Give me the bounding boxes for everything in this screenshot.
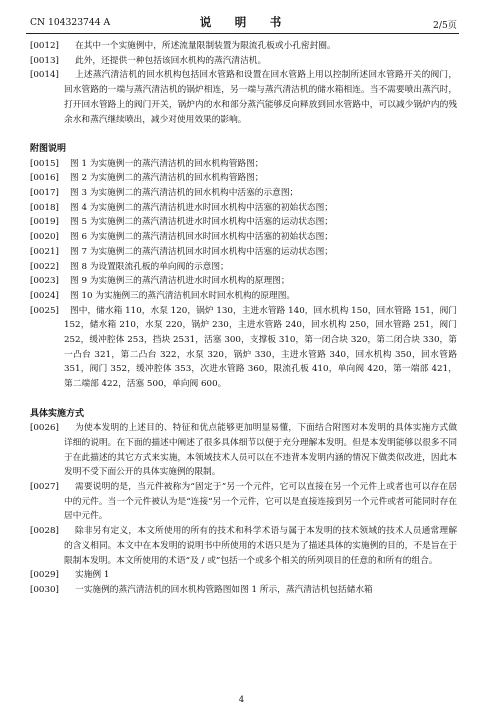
- paragraph: [30, 480, 457, 524]
- paragraph-text: 图 3 为实施例二的蒸汽清洁机的回水机构中活塞的示意图；: [70, 188, 299, 199]
- page-indicator: 2/5页: [433, 20, 457, 31]
- paragraph: [30, 583, 457, 598]
- paragraph: [30, 215, 457, 230]
- paragraph: [30, 568, 457, 583]
- paragraph: [30, 524, 457, 568]
- paragraph: [30, 289, 457, 304]
- paragraph-text: 图 1 为实施例一的蒸汽清洁机的回水机构管路图；: [70, 158, 264, 169]
- paragraph-number: [0021]: [30, 246, 59, 257]
- paragraph-number: [0016]: [30, 173, 59, 184]
- paragraph: [30, 39, 457, 54]
- paragraph-text: 一实施例的蒸汽清洁机的回水机构管路图如图 1 所示，蒸汽清洁机包括储水箱: [75, 584, 373, 595]
- paragraph-number: [0025]: [30, 305, 59, 316]
- paragraph: [30, 304, 457, 392]
- paragraph-text: 上述蒸汽清洁机的回水机构包括回水管路和设置在回水管路上用以控制所述回水管路开关的阀门，回水管路的一端与蒸汽清洁机的锅炉相连，另一端与蒸汽清洁机的储水箱相连。当不需要喷出蒸汽时，打开回水管路上的阀门开关，锅炉内的水和部分蒸汽能够反向释放到回水管路中，可以减少锅炉内的残余水和蒸汽继续喷出，减少对使用效果的影响。: [64, 70, 457, 125]
- paragraph: [30, 245, 457, 260]
- paragraph-text: 实施例 1: [75, 570, 110, 581]
- paragraphs-top: [30, 39, 457, 127]
- paragraph: [30, 54, 457, 69]
- paragraph-text: 图 8 为设置限流孔板的单向阀的示意图；: [70, 261, 229, 272]
- paragraph-number: [0028]: [30, 526, 59, 537]
- paragraph-number: [0029]: [30, 570, 59, 581]
- paragraph-number: [0018]: [30, 202, 59, 213]
- paragraph-number: [0017]: [30, 188, 59, 199]
- document-title: 说 明 书: [199, 15, 288, 29]
- paragraph-text: 在其中一个实施例中，所述流量限制装置为限流孔板或小孔密封圈。: [75, 41, 336, 51]
- paragraph-number: [0024]: [30, 290, 59, 301]
- paragraph-number: [0030]: [30, 584, 59, 595]
- paragraph-number: [0014]: [30, 70, 59, 81]
- section-heading-embodiments: 具体实施方式: [30, 408, 85, 419]
- page-header: [30, 14, 457, 32]
- paragraph-text: 除非另有定义，本文所使用的所有的技术和科学术语与属于本发明的技术领域的技术人员通常理解的含义相同。本文中在本发明的说明书中所使用的术语只是为了描述具体的实施例的目的，不是旨在于限制本发明。本文所使用的术语“及 / 或”包括一个或多个相关的所列项目的任意的和所有的组合。: [64, 526, 457, 566]
- paragraph: [30, 230, 457, 245]
- paragraph-text: 图 4 为实施例二的蒸汽清洁机进水时回水机构中活塞的初始状态图；: [70, 202, 333, 213]
- paragraph: [30, 260, 457, 275]
- paragraph-text: 为使本发明的上述目的、特征和优点能够更加明显易懂，下面结合附图对本发明的具体实施方式做详细的说明。在下面的描述中阐述了很多具体细节以便于充分理解本发明。但是本发明能够以很多不同于在此描述的其它方式来实施，本领域技术人员可以在不违背本发明内涵的情况下做类似改进，因此本发明不受下面公开的具体实施例的限制。: [64, 423, 457, 478]
- paragraph-text: 图 7 为实施例二的蒸汽清洁机回水时回水机构中活塞的运动状态图；: [70, 246, 333, 257]
- paragraph-number: [0015]: [30, 158, 59, 169]
- paragraph: [30, 421, 457, 480]
- paragraph: [30, 274, 457, 289]
- paragraph-number: [0012]: [30, 41, 59, 51]
- paragraph: [30, 157, 457, 172]
- paragraph-number: [0020]: [30, 232, 59, 243]
- paragraph-text: 此外，还提供一种包括该回水机构的蒸汽清洁机。: [75, 55, 267, 66]
- page-number: 4: [238, 695, 245, 705]
- figure-descriptions: [30, 157, 457, 392]
- paragraph-number: [0026]: [30, 423, 59, 434]
- document-body: [30, 39, 457, 598]
- paragraph: [30, 186, 457, 201]
- paragraph: [30, 201, 457, 216]
- paragraph-number: [0019]: [30, 217, 59, 228]
- paragraph: [30, 68, 457, 127]
- paragraph-text: 图 6 为实施例二的蒸汽清洁机回水时回水机构中活塞的初始状态图；: [70, 232, 333, 243]
- header-rule: [26, 33, 459, 34]
- paragraph-text: 图中，储水箱 110，水泵 120，锅炉 130，主进水管路 140，回水机构 150，回水管路 151，阀门 152，储水箱 210，水泵 220，锅炉 230，主进水管路 240，回水机构 250，回水管路 251，阀门 252，缓冲腔体 253，挡块 2531，活塞 300，支撑板 310，第一闭合块 320，第二闭合块 330，第一凸台 321，第二凸台 322，水泵 320，锅炉 330，主进水管路 340，回水机构 350，回水管路 351，阀门 352，缓冲腔体 353，次进水管路 360，限流孔板 410，单向阀 420，第一端部 421，第二端部 422，活塞 500，单向阀 600。: [64, 305, 457, 390]
- paragraph-text: 需要说明的是，当元件被称为“固定于”另一个元件，它可以直接在另一个元件上或者也可以存在居中的元件。当一个元件被认为是“连接”另一个元件，它可以是直接连接到另一个元件或者可能同时存在居中元件。: [64, 482, 457, 522]
- paragraph-text: 图 9 为实施例三的蒸汽清洁机进水时回水机构的原理图；: [70, 276, 290, 287]
- paragraph-text: 图 10 为实施例三的蒸汽清洁机回水时回水机构的原理图。: [70, 290, 296, 301]
- paragraph-text: 图 2 为实施例二的蒸汽清洁机的回水机构管路图；: [70, 173, 264, 184]
- paragraph-number: [0027]: [30, 482, 59, 493]
- paragraph: [30, 171, 457, 186]
- paragraph-text: 图 5 为实施例二的蒸汽清洁机进水时回水机构中活塞的运动状态图；: [70, 217, 333, 228]
- paragraphs-bottom: [30, 421, 457, 597]
- publication-number: CN 104323744 A: [30, 17, 111, 28]
- paragraph-number: [0013]: [30, 55, 59, 66]
- section-heading-figures: 附图说明: [30, 143, 67, 154]
- paragraph-number: [0022]: [30, 261, 59, 272]
- paragraph-number: [0023]: [30, 276, 59, 287]
